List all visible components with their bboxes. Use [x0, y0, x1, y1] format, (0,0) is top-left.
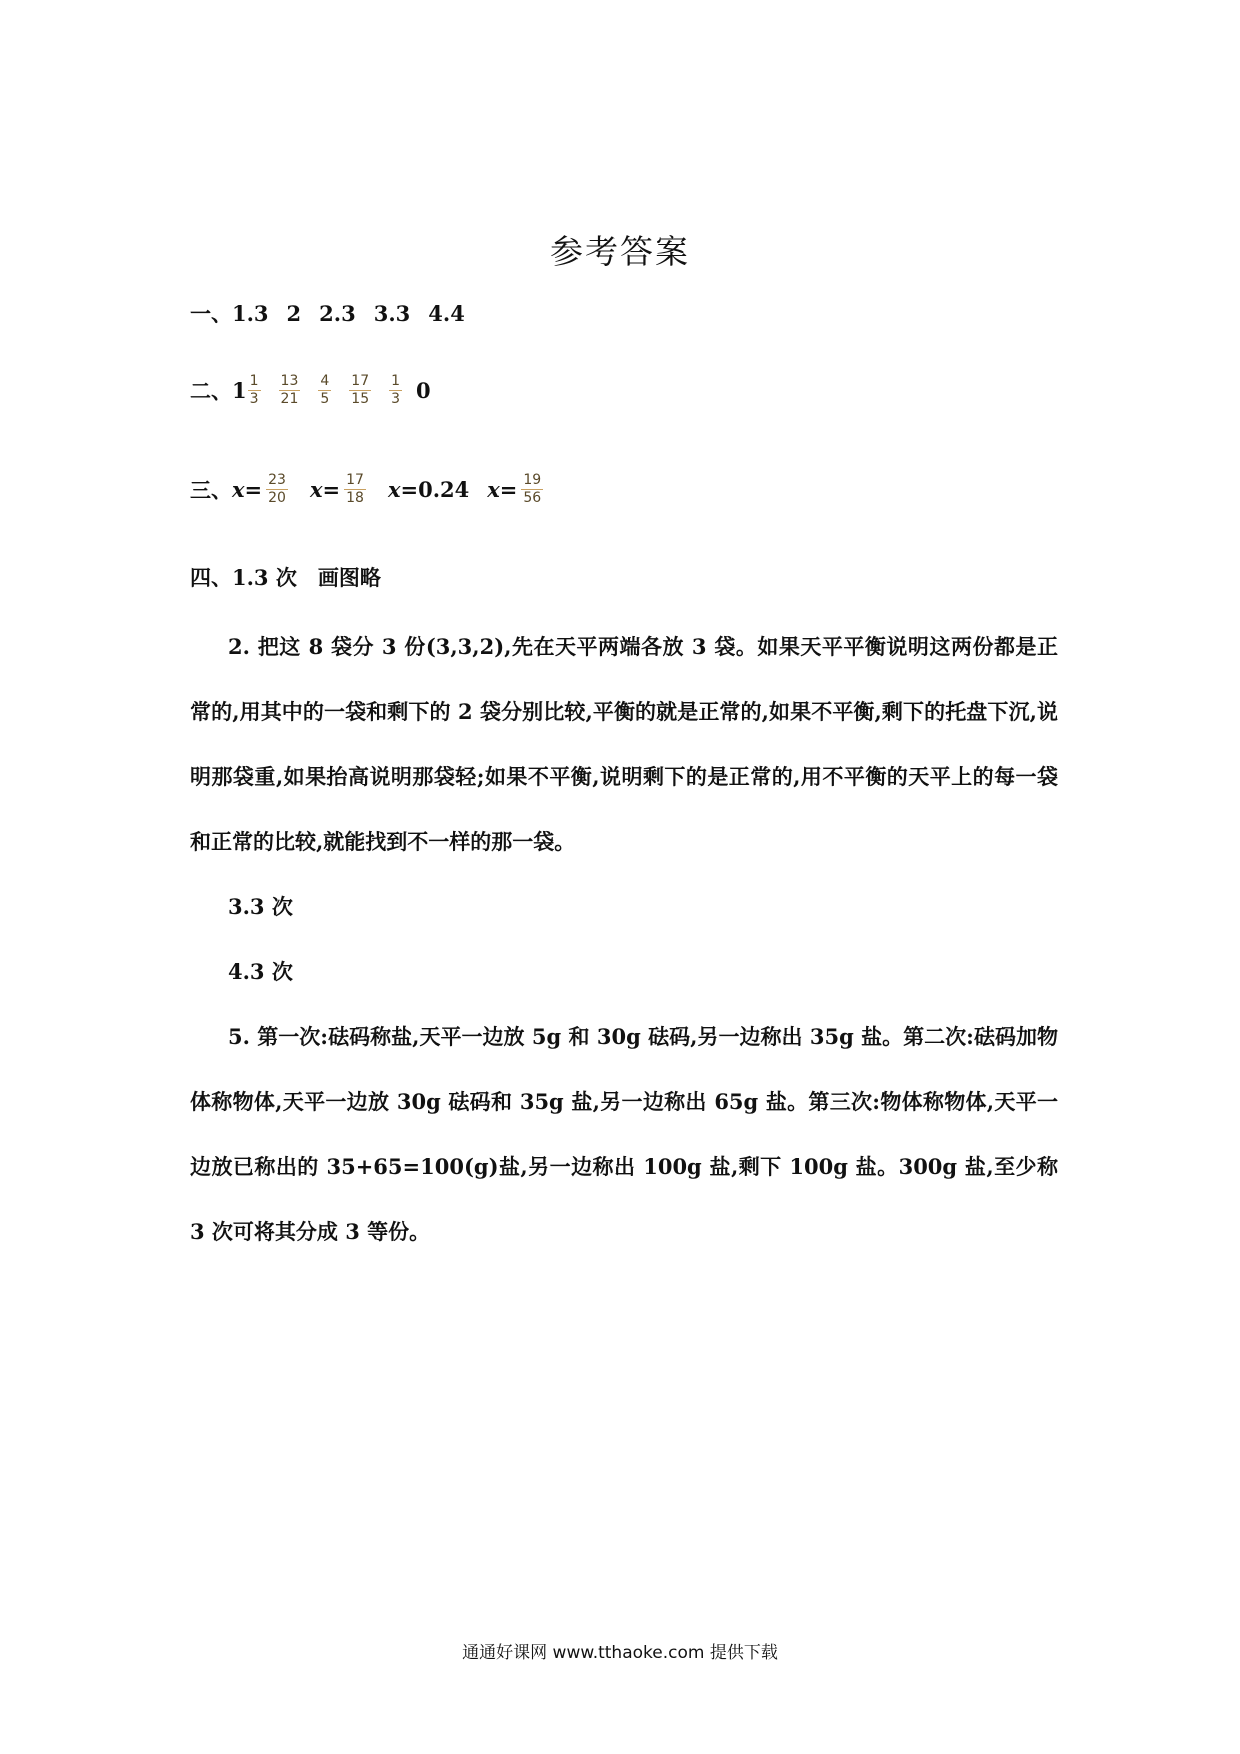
section-2-answers	[190, 373, 431, 408]
section-4-q3: 3.3 次	[228, 894, 293, 919]
section-4-q1: 四、1.3 次 画图略	[190, 565, 381, 590]
fraction: $\frac{19}{56}$	[523, 472, 542, 506]
section-4-label: 四、	[190, 565, 232, 590]
fraction: $\frac{17}{15}$	[351, 373, 370, 407]
answer-item: 2	[286, 301, 302, 326]
fraction: $\frac{13}{21}$	[280, 373, 299, 407]
fraction: $\frac{17}{18}$	[346, 472, 364, 506]
section-3-answers: 三、x= $\frac{23}{20}$ x= $\frac{17}{18}$ x=0.24 x= $\frac{19}{56}$	[190, 472, 542, 506]
mixed-number-fraction: $\frac{1}{3}$	[249, 373, 259, 407]
answer-item: 0	[416, 378, 431, 403]
section-1-label: 一、	[190, 301, 232, 326]
answer-item: 4.4	[428, 301, 465, 326]
page-title: 参考答案	[550, 232, 690, 271]
section-4-q2: 2. 把这 8 袋分 3 份(3,3,2),先在天平两端各放 3 袋。如果天平平衡说明这两份都是正常的,用其中的一袋和剩下的 2 袋分别比较,平衡的就是正常的,如果不平衡,剩下的托盘下沉,说明那袋重,如果抬高说明那袋轻;如果不平衡,说明剩下的是正常的,用不平衡的天平上的每一袋和正常的比较,就能找到不一样的那一袋。	[190, 634, 1058, 854]
footer-source: 通通好课网 www.tthaoke.com 提供下载	[462, 1643, 778, 1663]
answer-item: 3.3	[373, 301, 411, 326]
section-4-q5: 5. 第一次:砝码称盐,天平一边放 5g 和 30g 砝码,另一边称出 35g 盐。第二次:砝码加物体称物体,天平一边放 30g 砝码和 35g 盐,另一边称出 65g 盐。第三次:物体称物体,天平一边放已称出的 35+65=100(g)盐,另一边称出 100g 盐,剩下 100g 盐。300g 盐,至少称 3 次可将其分成 3 等份。	[190, 1024, 1058, 1244]
section-4-q4: 4.3 次	[228, 959, 293, 984]
answer-item: 1.3	[232, 301, 269, 326]
section-1-answers	[190, 298, 465, 328]
section-3-label: 三、	[190, 477, 232, 503]
fraction: $\frac{23}{20}$	[268, 472, 286, 506]
fraction: $\frac{1}{3}$	[391, 373, 401, 407]
fraction: $\frac{4}{5}$	[320, 373, 330, 407]
mixed-number-whole: 1	[232, 378, 247, 403]
answer-item: 2.3	[319, 301, 356, 326]
section-2-label: 二、	[190, 378, 232, 404]
